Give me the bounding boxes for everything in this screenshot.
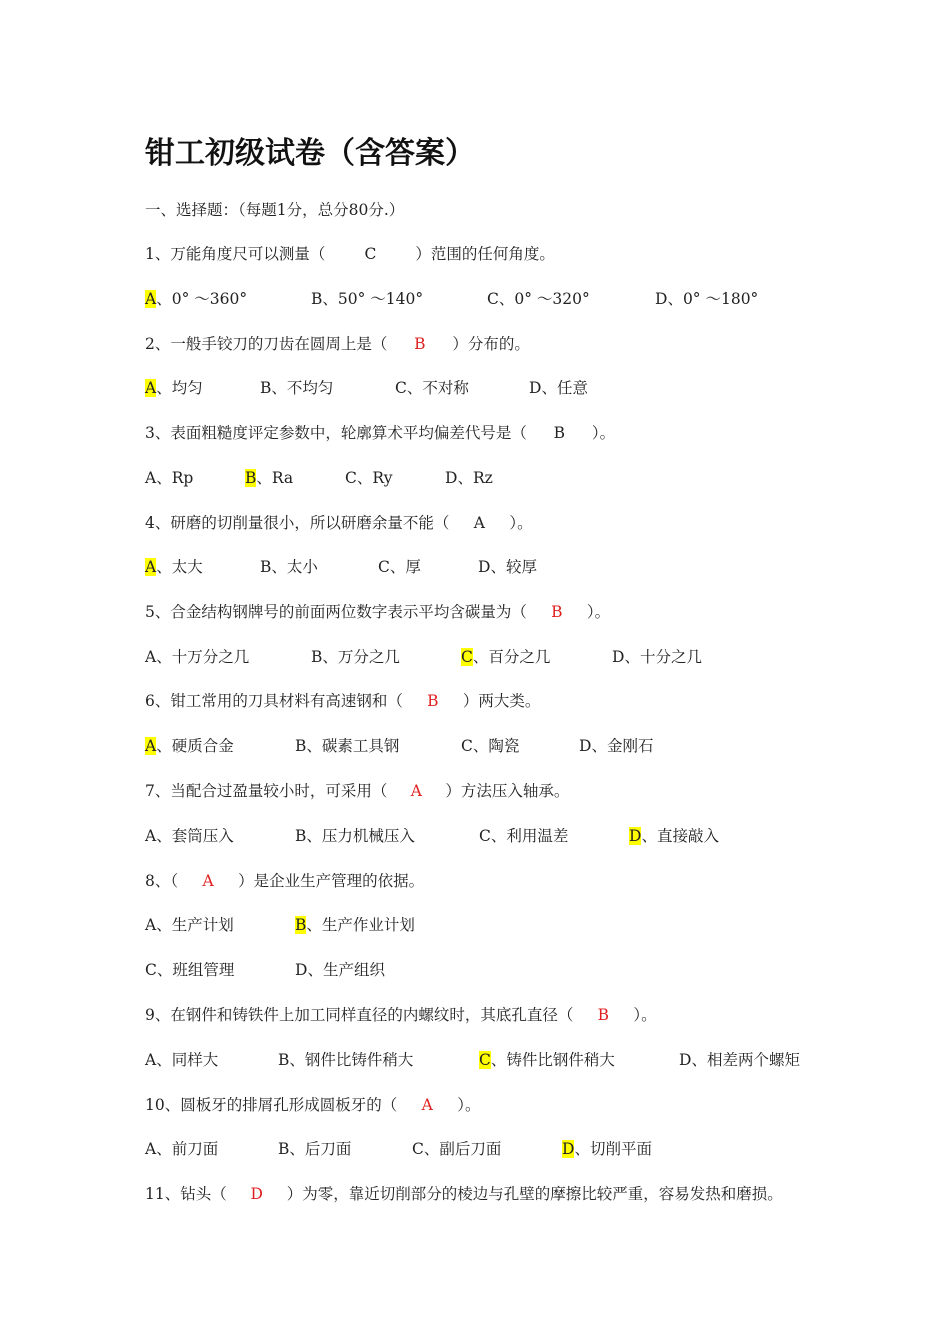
question-5 — [145, 601, 610, 623]
option-letter: A — [145, 1051, 157, 1069]
question-suffix: ）。 — [591, 424, 616, 442]
option-text: 、50° ～140° — [322, 290, 424, 308]
question-10 — [145, 1094, 481, 1116]
option-b[interactable] — [311, 646, 400, 668]
answer-mark: B — [414, 335, 426, 353]
question-text: 7、当配合过盈量较小时，可采用（ — [145, 782, 388, 800]
question-8 — [145, 870, 424, 892]
option-letter: C — [345, 469, 357, 487]
option-letter: C — [479, 827, 491, 845]
option-b[interactable] — [295, 735, 399, 757]
option-b[interactable] — [245, 467, 293, 489]
option-a[interactable] — [145, 914, 234, 936]
option-d[interactable] — [679, 1049, 800, 1071]
option-b[interactable] — [278, 1138, 351, 1160]
option-c[interactable] — [479, 1049, 615, 1071]
question-text: 8、（ — [145, 872, 179, 890]
answer-mark: A — [202, 872, 214, 890]
question-suffix: ）。 — [457, 1096, 481, 1114]
option-letter: D — [529, 379, 542, 397]
option-text: 、金刚石 — [591, 737, 654, 755]
option-text: 、Ra — [256, 469, 294, 487]
option-b[interactable] — [260, 556, 318, 578]
option-text: 、压力机械压入 — [306, 827, 415, 845]
options-row — [145, 288, 845, 310]
question-suffix: ）。 — [586, 603, 611, 621]
answer-mark: A — [421, 1096, 433, 1114]
question-suffix: ）。 — [633, 1006, 657, 1024]
option-text: 、较厚 — [490, 558, 537, 576]
option-letter: B — [260, 558, 272, 576]
option-c[interactable] — [145, 959, 234, 981]
option-letter: A — [145, 648, 157, 666]
answer-mark: A — [410, 782, 422, 800]
option-d[interactable] — [562, 1138, 652, 1160]
option-b[interactable] — [295, 825, 415, 847]
option-c[interactable] — [412, 1138, 501, 1160]
option-text: 、不均匀 — [271, 379, 334, 397]
option-d[interactable] — [295, 959, 385, 981]
options-row — [145, 467, 845, 489]
options-row — [145, 377, 845, 399]
answer-mark: B — [551, 603, 563, 621]
option-letter: B — [295, 737, 307, 755]
option-letter: D — [579, 737, 592, 755]
option-b[interactable] — [295, 914, 415, 936]
option-c[interactable] — [345, 467, 393, 489]
option-letter: D — [295, 961, 308, 979]
question-suffix: ）。 — [509, 514, 533, 532]
option-text: 、十分之几 — [624, 648, 702, 666]
option-text: 、不对称 — [406, 379, 469, 397]
option-b[interactable] — [278, 1049, 413, 1071]
option-a[interactable] — [145, 377, 203, 399]
question-text: 9、在钢件和铸铁件上加工同样直径的内螺纹时，其底孔直径（ — [145, 1006, 574, 1024]
option-text: 、生产组织 — [307, 961, 385, 979]
question-text: 11、钻头（ — [145, 1185, 227, 1203]
question-text: 4、研磨的切削量很小，所以研磨余量不能（ — [145, 514, 450, 532]
option-letter: C — [479, 1051, 491, 1069]
question-text: 5、合金结构钢牌号的前面两位数字表示平均含碳量为（ — [145, 603, 527, 621]
option-letter: C — [395, 379, 407, 397]
option-a[interactable] — [145, 556, 203, 578]
option-letter: C — [378, 558, 390, 576]
options-row — [145, 556, 845, 578]
option-d[interactable] — [445, 467, 493, 489]
option-letter: D — [478, 558, 491, 576]
option-text: 、硬质合金 — [156, 737, 234, 755]
option-letter: B — [311, 290, 323, 308]
option-d[interactable] — [579, 735, 653, 757]
option-text: 、Ry — [356, 469, 393, 487]
option-text: 、生产作业计划 — [306, 916, 415, 934]
option-c[interactable] — [395, 377, 469, 399]
question-7 — [145, 780, 569, 802]
option-a[interactable] — [145, 735, 234, 757]
option-letter: B — [278, 1140, 290, 1158]
answer-mark: A — [473, 514, 485, 532]
option-d[interactable] — [478, 556, 537, 578]
option-text: 、切削平面 — [574, 1140, 652, 1158]
options-row — [145, 1138, 845, 1160]
option-text: 、万分之几 — [322, 648, 400, 666]
option-text: 、厚 — [389, 558, 421, 576]
options-row — [145, 735, 845, 757]
question-text: 10、圆板牙的排屑孔形成圆板牙的（ — [145, 1096, 398, 1114]
option-letter: B — [295, 916, 307, 934]
option-text: 、相差两个螺矩 — [691, 1051, 800, 1069]
question-9 — [145, 1004, 657, 1026]
option-a[interactable] — [145, 1138, 218, 1160]
options-row — [145, 914, 845, 936]
option-text: 、同样大 — [156, 1051, 219, 1069]
option-a[interactable] — [145, 288, 247, 310]
option-b[interactable] — [260, 377, 333, 399]
option-letter: A — [145, 558, 157, 576]
answer-mark: C — [364, 245, 377, 263]
option-text: 、直接敲入 — [641, 827, 719, 845]
option-letter: B — [260, 379, 272, 397]
option-letter: C — [461, 737, 473, 755]
option-letter: D — [445, 469, 458, 487]
option-c[interactable] — [461, 646, 550, 668]
question-suffix: ）两大类。 — [462, 692, 541, 710]
question-text: 1、万能角度尺可以测量（ — [145, 245, 326, 263]
answer-mark: D — [250, 1185, 263, 1203]
option-letter: D — [629, 827, 642, 845]
options-row — [145, 959, 845, 981]
question-1 — [145, 243, 555, 265]
option-d[interactable] — [612, 646, 702, 668]
option-letter: C — [412, 1140, 424, 1158]
question-4 — [145, 512, 533, 534]
option-c[interactable] — [479, 825, 568, 847]
answer-mark: B — [427, 692, 439, 710]
option-text: 、利用温差 — [490, 827, 569, 845]
option-text: 、套筒压入 — [156, 827, 234, 845]
option-letter: C — [487, 290, 499, 308]
option-text: 、生产计划 — [156, 916, 234, 934]
option-text: 、0° ～320° — [498, 290, 590, 308]
option-letter: C — [145, 961, 157, 979]
option-a[interactable] — [145, 467, 193, 489]
option-text: 、铸件比钢件稍大 — [490, 1051, 615, 1069]
option-d[interactable] — [529, 377, 588, 399]
option-text: 、Rp — [156, 469, 194, 487]
section-heading: 一、选择题：（每题1分，总分80分.） — [145, 201, 405, 219]
option-letter: B — [295, 827, 307, 845]
option-text: 、太小 — [271, 558, 318, 576]
option-text: 、均匀 — [156, 379, 203, 397]
option-a[interactable] — [145, 646, 249, 668]
option-letter: D — [655, 290, 668, 308]
option-letter: C — [461, 648, 473, 666]
option-text: 、十万分之几 — [156, 648, 250, 666]
option-text: 、碳素工具钢 — [306, 737, 400, 755]
option-c[interactable] — [487, 288, 590, 310]
option-letter: A — [145, 916, 157, 934]
question-suffix: ）为零，靠近切削部分的棱边与孔壁的摩擦比较严重，容易发热和磨损。 — [286, 1185, 783, 1203]
option-a[interactable] — [145, 1049, 218, 1071]
option-a[interactable] — [145, 825, 234, 847]
option-letter: A — [145, 469, 157, 487]
option-letter: D — [612, 648, 625, 666]
options-row — [145, 825, 845, 847]
question-text: 2、一般手铰刀的刀齿在圆周上是（ — [145, 335, 388, 353]
option-text: 、任意 — [541, 379, 588, 397]
question-suffix: ）分布的。 — [452, 335, 530, 353]
answer-mark: B — [553, 424, 566, 442]
answer-mark: B — [597, 1006, 610, 1024]
option-text: 、班组管理 — [156, 961, 235, 979]
page-title: 钳工初级试卷（含答案） — [145, 136, 475, 171]
option-letter: A — [145, 379, 157, 397]
option-b[interactable] — [311, 288, 423, 310]
option-text: 、陶瓷 — [472, 737, 520, 755]
option-text: 、0° ～180° — [667, 290, 759, 308]
question-suffix: ）是企业生产管理的依据。 — [238, 872, 425, 890]
option-letter: B — [245, 469, 257, 487]
question-11 — [145, 1183, 783, 1205]
options-row — [145, 1049, 845, 1071]
option-text: 、前刀面 — [156, 1140, 219, 1158]
option-text: 、Rz — [457, 469, 493, 487]
option-text: 、后刀面 — [289, 1140, 352, 1158]
option-letter: A — [145, 1140, 157, 1158]
option-letter: A — [145, 290, 157, 308]
option-c[interactable] — [461, 735, 519, 757]
option-text: 、0° ～360° — [156, 290, 248, 308]
option-letter: A — [145, 737, 157, 755]
option-text: 、百分之几 — [472, 648, 551, 666]
options-row — [145, 646, 845, 668]
question-2 — [145, 333, 530, 355]
option-d[interactable] — [655, 288, 758, 310]
option-letter: A — [145, 827, 157, 845]
option-c[interactable] — [378, 556, 421, 578]
question-suffix: ）方法压入轴承。 — [445, 782, 570, 800]
option-letter: B — [311, 648, 323, 666]
question-3 — [145, 422, 615, 444]
question-suffix: ）范围的任何角度。 — [415, 245, 555, 263]
option-d[interactable] — [629, 825, 719, 847]
option-letter: D — [562, 1140, 575, 1158]
option-text: 、太大 — [156, 558, 203, 576]
option-letter: B — [278, 1051, 290, 1069]
question-text: 3、表面粗糙度评定参数中，轮廓算术平均偏差代号是（ — [145, 424, 527, 442]
question-text: 6、钳工常用的刀具材料有高速钢和（ — [145, 692, 403, 710]
option-text: 、钢件比铸件稍大 — [289, 1051, 414, 1069]
option-text: 、副后刀面 — [423, 1140, 502, 1158]
option-letter: D — [679, 1051, 692, 1069]
question-6 — [145, 690, 540, 712]
